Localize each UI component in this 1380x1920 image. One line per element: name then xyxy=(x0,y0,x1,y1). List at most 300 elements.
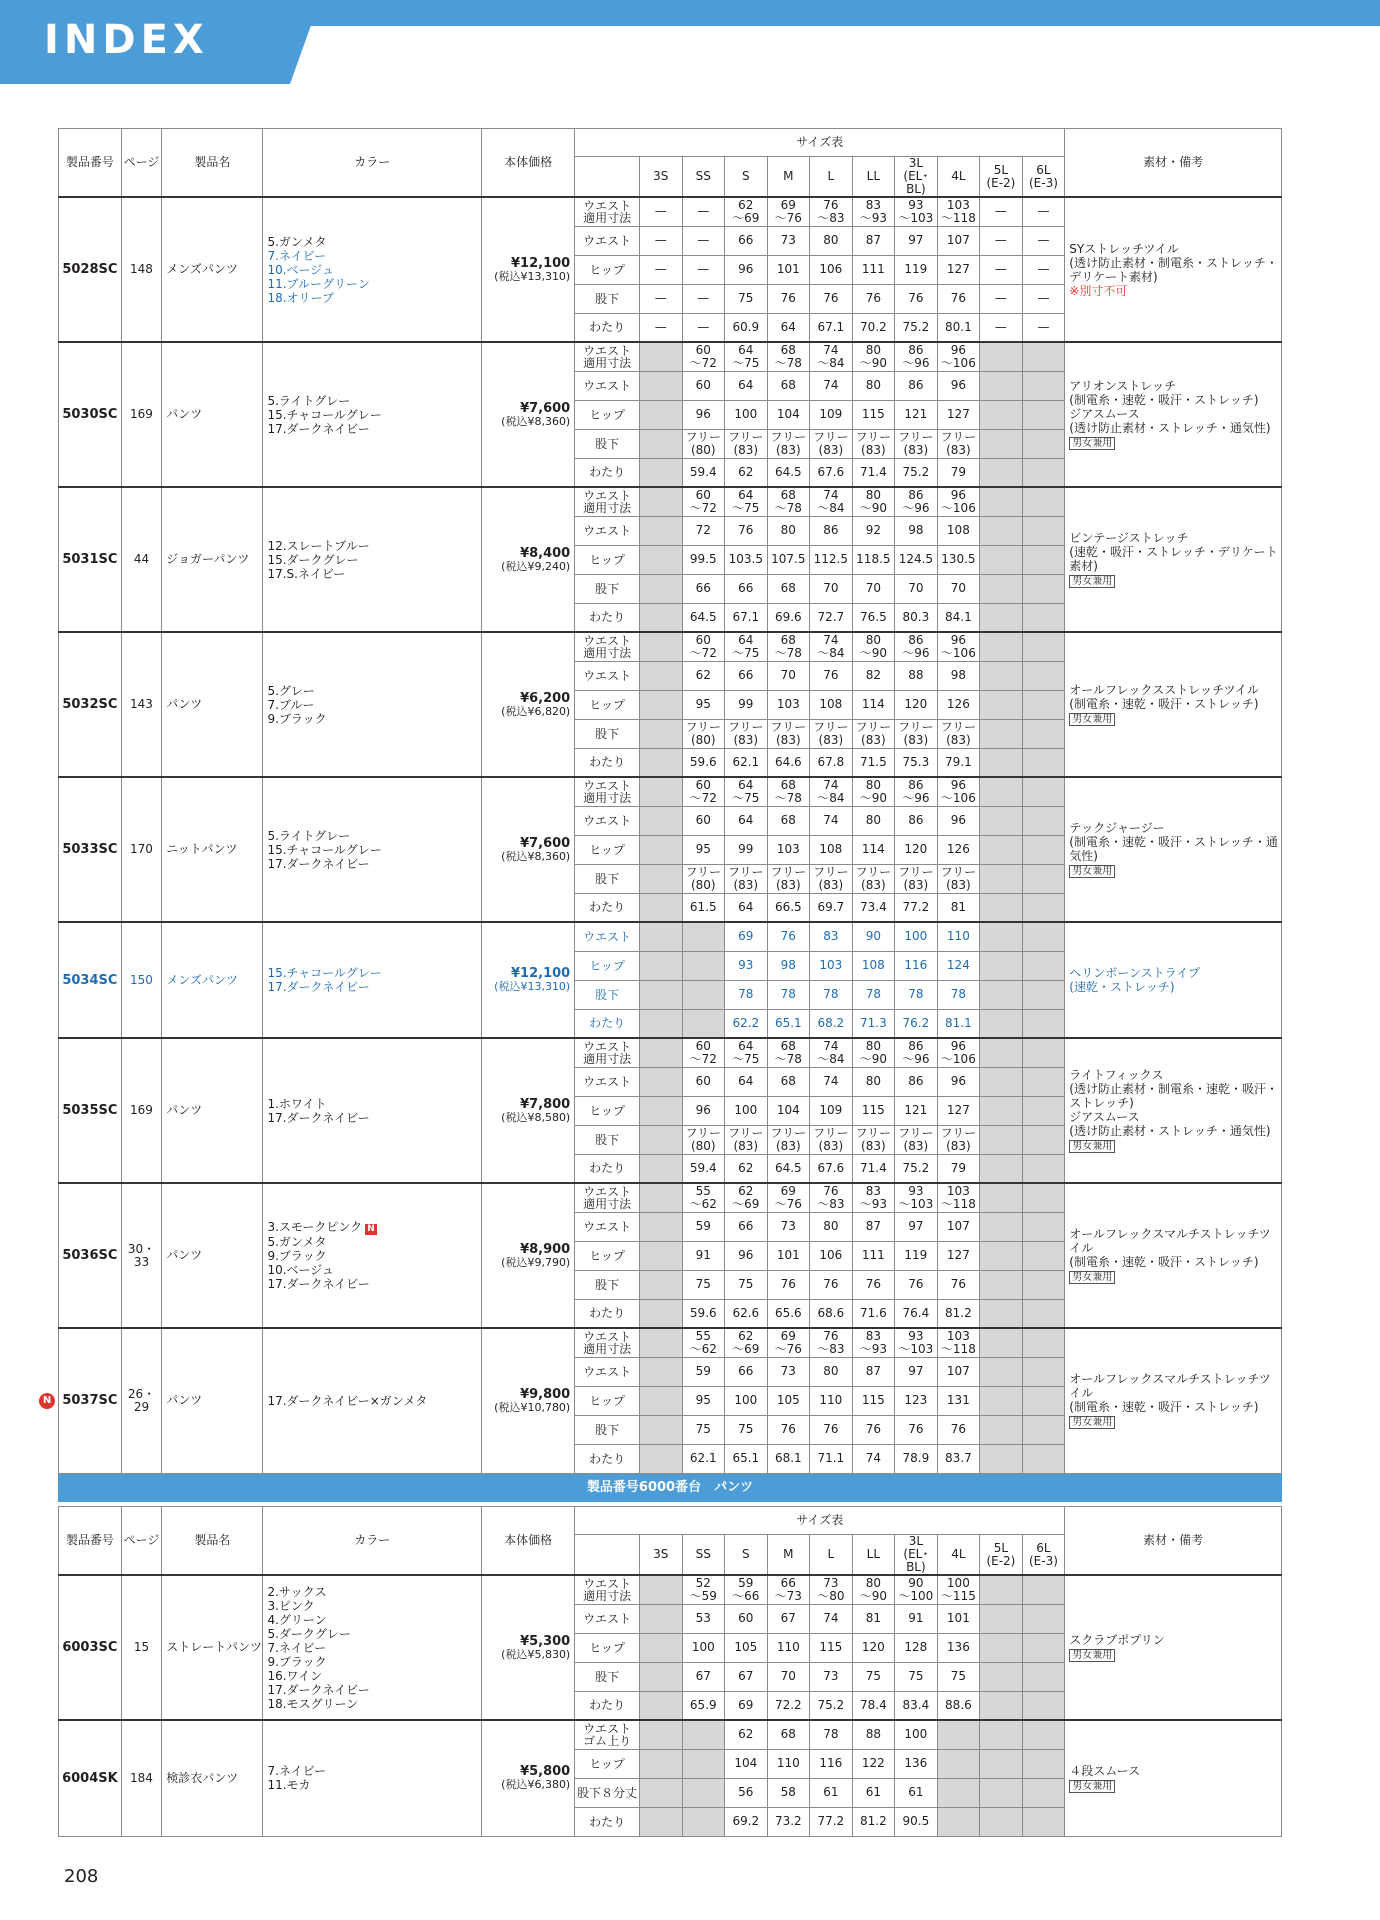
size-cell: 80 xyxy=(810,1357,853,1386)
size-row-label: ウエスト xyxy=(575,516,640,545)
size-cell: 64.5 xyxy=(767,1154,810,1183)
size-cell xyxy=(980,400,1023,429)
size-cell: — xyxy=(1022,284,1065,313)
col-color: カラー xyxy=(263,1507,482,1576)
size-row-label: ウエスト ゴム上り xyxy=(575,1720,640,1749)
size-cell: 77.2 xyxy=(810,1807,853,1836)
size-cell: 76 xyxy=(810,1415,853,1444)
price-tax: (税込¥8,580) xyxy=(501,1110,571,1124)
size-row-label: 股下 xyxy=(575,284,640,313)
size-cell: 80 〜90 xyxy=(852,342,895,371)
size-cell: 60.9 xyxy=(725,313,768,342)
size-cell xyxy=(640,719,683,748)
size-cell: 75.2 xyxy=(895,458,938,487)
size-cell: 75.2 xyxy=(895,313,938,342)
size-cell: 96 xyxy=(937,1067,980,1096)
size-cell: 99.5 xyxy=(682,545,725,574)
size-cell: 55 〜62 xyxy=(682,1183,725,1212)
size-cell: 83 〜93 xyxy=(852,197,895,226)
size-row-label: わたり xyxy=(575,1691,640,1720)
size-cell: 93 〜103 xyxy=(895,197,938,226)
price-tax: (税込¥6,380) xyxy=(501,1778,571,1792)
size-cell: — xyxy=(640,197,683,226)
product-name: パンツ xyxy=(162,632,263,777)
size-cell: 131 xyxy=(937,1386,980,1415)
size-cell: 108 xyxy=(852,951,895,980)
size-cell: 75 xyxy=(937,1662,980,1691)
size-cell xyxy=(640,1807,683,1836)
size-cell: 66 〜73 xyxy=(767,1575,810,1604)
size-cell xyxy=(1022,1038,1065,1067)
table-row xyxy=(59,1575,1282,1604)
size-cell: 68 xyxy=(767,1720,810,1749)
product-price xyxy=(482,1038,575,1183)
size-cell: 59.6 xyxy=(682,1299,725,1328)
size-cell xyxy=(1022,458,1065,487)
size-cell: 116 xyxy=(810,1749,853,1778)
size-cell: 87 xyxy=(852,226,895,255)
size-cell: 68 〜78 xyxy=(767,342,810,371)
size-cell: 79.1 xyxy=(937,748,980,777)
size-row-label: ウエスト 適用寸法 xyxy=(575,632,640,661)
product-number-text: 5035SC xyxy=(62,1103,118,1118)
product-name: ニットパンツ xyxy=(162,777,263,922)
size-cell: 64.5 xyxy=(767,458,810,487)
size-cell: 71.6 xyxy=(852,1299,895,1328)
size-cell: フリー (83) xyxy=(937,719,980,748)
size-cell: 72.7 xyxy=(810,603,853,632)
size-cell: 80 xyxy=(852,1067,895,1096)
size-cell: 76 xyxy=(852,284,895,313)
size-cell: フリー (83) xyxy=(810,864,853,893)
size-cell: 110 xyxy=(767,1633,810,1662)
index-header xyxy=(0,0,1380,84)
product-material xyxy=(1065,922,1282,1038)
unisex-badge: 男女兼用 xyxy=(1069,437,1115,450)
table-row xyxy=(59,1328,1282,1357)
size-cell xyxy=(640,1386,683,1415)
size-cell xyxy=(1022,951,1065,980)
size-cell xyxy=(980,922,1023,951)
size-col-header: L xyxy=(810,1535,853,1576)
size-cell xyxy=(1022,1212,1065,1241)
size-cell: 120 xyxy=(895,835,938,864)
size-cell xyxy=(980,1604,1023,1633)
price-tax: (税込¥10,780) xyxy=(494,1400,571,1414)
size-cell: 86 〜96 xyxy=(895,1038,938,1067)
material-text: ビンテージストレッチ (速乾・吸汗・ストレッチ・デリケート素材) xyxy=(1069,531,1278,573)
unisex-badge: 男女兼用 xyxy=(1069,1780,1115,1793)
size-cell: 76.4 xyxy=(895,1299,938,1328)
color-item: 9.ブラック xyxy=(267,711,327,726)
size-cell: フリー (80) xyxy=(682,429,725,458)
size-cell xyxy=(1022,1386,1065,1415)
size-cell xyxy=(980,603,1023,632)
size-row-label: わたり xyxy=(575,748,640,777)
size-cell xyxy=(1022,1662,1065,1691)
color-item: 15.ダークグレー xyxy=(267,552,359,567)
size-cell: フリー (83) xyxy=(725,429,768,458)
size-cell xyxy=(1022,893,1065,922)
price-value: ¥9,800 xyxy=(520,1386,571,1402)
size-cell xyxy=(640,1125,683,1154)
unisex-badge: 男女兼用 xyxy=(1069,575,1115,588)
size-cell: 68 〜78 xyxy=(767,632,810,661)
price-tax: (税込¥9,790) xyxy=(501,1255,571,1269)
col-material: 素材・備考 xyxy=(1065,129,1282,198)
size-cell xyxy=(1022,574,1065,603)
size-cell xyxy=(980,980,1023,1009)
size-cell xyxy=(980,748,1023,777)
size-cell xyxy=(640,400,683,429)
size-col-header: LL xyxy=(852,157,895,198)
size-cell: 88 xyxy=(895,661,938,690)
size-row-label: ウエスト xyxy=(575,1212,640,1241)
size-cell: フリー (83) xyxy=(895,429,938,458)
size-row-label: ウエスト 適用寸法 xyxy=(575,777,640,806)
size-cell: 67.1 xyxy=(725,603,768,632)
size-row-label: ヒップ xyxy=(575,835,640,864)
size-cell xyxy=(980,1749,1023,1778)
size-cell: 67 xyxy=(767,1604,810,1633)
product-number-text: 6004SK xyxy=(62,1770,118,1786)
size-cell xyxy=(640,1749,683,1778)
size-cell: 103 xyxy=(810,951,853,980)
size-cell: 65.1 xyxy=(767,1009,810,1038)
size-cell xyxy=(640,1009,683,1038)
size-cell: 73.4 xyxy=(852,893,895,922)
size-row-label: わたり xyxy=(575,1009,640,1038)
product-material xyxy=(1065,197,1282,342)
size-cell: フリー (83) xyxy=(725,1125,768,1154)
size-col-header: 3L (EL･BL) xyxy=(895,1535,938,1576)
size-cell: 66 xyxy=(725,661,768,690)
size-cell: 79 xyxy=(937,1154,980,1183)
size-cell: 66 xyxy=(725,574,768,603)
size-cell: 100 xyxy=(895,922,938,951)
size-row-label: ヒップ xyxy=(575,1633,640,1662)
size-cell xyxy=(1022,1415,1065,1444)
size-cell: 65.1 xyxy=(725,1444,768,1473)
size-cell: 60 〜72 xyxy=(682,1038,725,1067)
size-cell xyxy=(640,1575,683,1604)
size-cell: 99 xyxy=(725,835,768,864)
size-cell: 78 xyxy=(810,1720,853,1749)
size-cell xyxy=(980,429,1023,458)
size-cell: 88 xyxy=(852,1720,895,1749)
unisex-badge: 男女兼用 xyxy=(1069,1649,1115,1662)
size-cell xyxy=(980,1125,1023,1154)
size-col-header: 6L (E-3) xyxy=(1022,1535,1065,1576)
product-number xyxy=(59,632,122,777)
size-cell: 76 xyxy=(852,1415,895,1444)
size-cell: 101 xyxy=(767,255,810,284)
size-cell: — xyxy=(640,226,683,255)
size-cell: 100 xyxy=(895,1720,938,1749)
unisex-badge: 男女兼用 xyxy=(1069,1416,1115,1429)
material-text: スクラブポプリン xyxy=(1069,1633,1165,1647)
size-cell: 124.5 xyxy=(895,545,938,574)
size-row-label: ウエスト 適用寸法 xyxy=(575,487,640,516)
size-cell: 111 xyxy=(852,1241,895,1270)
size-row-label: わたり xyxy=(575,1154,640,1183)
table-row xyxy=(59,922,1282,951)
price-value: ¥8,400 xyxy=(520,545,571,561)
size-cell: 109 xyxy=(810,400,853,429)
col-material: 素材・備考 xyxy=(1065,1507,1282,1576)
size-cell xyxy=(1022,1125,1065,1154)
size-cell: 78 xyxy=(895,980,938,1009)
size-cell: 60 xyxy=(725,1604,768,1633)
size-cell: 76 xyxy=(810,661,853,690)
size-cell: 104 xyxy=(767,1096,810,1125)
size-cell xyxy=(640,429,683,458)
col-page: ページ xyxy=(121,129,161,198)
size-cell xyxy=(980,574,1023,603)
price-value: ¥5,300 xyxy=(520,1633,571,1649)
size-cell: 96 〜106 xyxy=(937,342,980,371)
size-cell: 100 xyxy=(725,400,768,429)
size-col-header: LL xyxy=(852,1535,895,1576)
product-name: パンツ xyxy=(162,1038,263,1183)
size-cell: 120 xyxy=(852,1633,895,1662)
size-row-label: ヒップ xyxy=(575,951,640,980)
size-cell: 69 xyxy=(725,1691,768,1720)
size-cell xyxy=(1022,1633,1065,1662)
product-number xyxy=(59,777,122,922)
size-cell: 75 xyxy=(725,284,768,313)
size-cell xyxy=(640,1038,683,1067)
size-cell xyxy=(980,545,1023,574)
size-cell: 110 xyxy=(810,1386,853,1415)
size-cell: 83 xyxy=(810,922,853,951)
size-cell: 74 〜84 xyxy=(810,777,853,806)
product-number xyxy=(59,1720,122,1836)
size-cell: 76 xyxy=(767,922,810,951)
size-cell: 64 〜75 xyxy=(725,777,768,806)
size-cell xyxy=(1022,1009,1065,1038)
size-col-header: M xyxy=(767,157,810,198)
size-cell: 93 xyxy=(725,951,768,980)
size-cell: 96 xyxy=(937,371,980,400)
product-colors xyxy=(263,1720,482,1836)
product-colors xyxy=(263,1328,482,1473)
size-cell: 77.2 xyxy=(895,893,938,922)
size-cell xyxy=(1022,632,1065,661)
size-row-label: 股下 xyxy=(575,1125,640,1154)
table-row xyxy=(59,1720,1282,1749)
size-cell xyxy=(1022,1575,1065,1604)
size-cell: 107 xyxy=(937,226,980,255)
size-cell xyxy=(640,1183,683,1212)
size-cell xyxy=(1022,1183,1065,1212)
size-cell: 93 〜103 xyxy=(895,1183,938,1212)
size-cell: 62.2 xyxy=(725,1009,768,1038)
size-cell: 86 xyxy=(895,1067,938,1096)
size-cell: 75.2 xyxy=(810,1691,853,1720)
size-cell xyxy=(1022,1154,1065,1183)
size-cell xyxy=(1022,400,1065,429)
size-cell: 67.1 xyxy=(810,313,853,342)
size-cell xyxy=(640,1241,683,1270)
size-table-5000 xyxy=(42,128,1282,1502)
size-cell: フリー (83) xyxy=(852,429,895,458)
price-value: ¥8,900 xyxy=(520,1241,571,1257)
product-colors xyxy=(263,632,482,777)
size-cell: 108 xyxy=(937,516,980,545)
size-cell: 55 〜62 xyxy=(682,1328,725,1357)
size-row-label: ヒップ xyxy=(575,545,640,574)
size-cell xyxy=(640,893,683,922)
size-cell xyxy=(640,1154,683,1183)
size-cell: 105 xyxy=(767,1386,810,1415)
size-cell xyxy=(1022,777,1065,806)
price-value: ¥12,100 xyxy=(511,966,571,981)
size-cell xyxy=(682,1749,725,1778)
size-cell: 53 xyxy=(682,1604,725,1633)
size-cell: 105 xyxy=(725,1633,768,1662)
size-cell: 72 xyxy=(682,516,725,545)
size-row-label: わたり xyxy=(575,1299,640,1328)
size-cell xyxy=(1022,748,1065,777)
size-cell xyxy=(640,1691,683,1720)
size-cell: 71.3 xyxy=(852,1009,895,1038)
size-cell xyxy=(980,661,1023,690)
size-cell xyxy=(980,1212,1023,1241)
size-row-label: ウエスト 適用寸法 xyxy=(575,342,640,371)
size-cell: 74 xyxy=(810,1604,853,1633)
size-cell xyxy=(980,342,1023,371)
size-cell xyxy=(937,1778,980,1807)
size-cell: 71.5 xyxy=(852,748,895,777)
size-cell: 62.1 xyxy=(725,748,768,777)
size-cell: 80 xyxy=(810,226,853,255)
size-cell xyxy=(640,835,683,864)
size-col-header: L xyxy=(810,157,853,198)
size-cell: 100 xyxy=(725,1386,768,1415)
product-colors xyxy=(263,342,482,487)
size-cell: フリー (83) xyxy=(852,719,895,748)
size-cell xyxy=(980,371,1023,400)
unisex-badge: 男女兼用 xyxy=(1069,713,1115,726)
size-cell xyxy=(980,835,1023,864)
size-col-header: M xyxy=(767,1535,810,1576)
size-cell: 119 xyxy=(895,255,938,284)
table-row xyxy=(59,197,1282,226)
product-price xyxy=(482,632,575,777)
product-material xyxy=(1065,632,1282,777)
size-cell: 64 xyxy=(767,313,810,342)
size-cell: 68.6 xyxy=(810,1299,853,1328)
size-cell: 118.5 xyxy=(852,545,895,574)
size-cell xyxy=(640,1096,683,1125)
size-cell xyxy=(980,458,1023,487)
size-row-label: ウエスト 適用寸法 xyxy=(575,1183,640,1212)
size-cell: 93 〜103 xyxy=(895,1328,938,1357)
color-item: 17.ダークネイビー xyxy=(267,421,370,436)
size-cell xyxy=(1022,1720,1065,1749)
size-row-label: 股下 xyxy=(575,1662,640,1691)
size-cell: 78.9 xyxy=(895,1444,938,1473)
size-cell: 73.2 xyxy=(767,1807,810,1836)
size-cell xyxy=(682,922,725,951)
size-cell: 74 〜84 xyxy=(810,1038,853,1067)
size-cell xyxy=(1022,1604,1065,1633)
product-page: 30・ 33 xyxy=(121,1183,161,1328)
size-cell xyxy=(980,1807,1023,1836)
size-cell: 67.6 xyxy=(810,458,853,487)
price-tax: (税込¥13,310) xyxy=(494,980,571,993)
size-row-label: 股下 xyxy=(575,719,640,748)
size-cell xyxy=(640,777,683,806)
size-cell xyxy=(980,951,1023,980)
size-cell: フリー (83) xyxy=(767,719,810,748)
product-number-text: 5037SC xyxy=(62,1393,118,1409)
size-cell: フリー (80) xyxy=(682,719,725,748)
size-cell: 64 〜75 xyxy=(725,342,768,371)
new-product-icon: N xyxy=(39,1393,55,1409)
price-tax: (税込¥5,830) xyxy=(501,1647,571,1661)
size-row-label: ヒップ xyxy=(575,255,640,284)
size-cell: 115 xyxy=(810,1633,853,1662)
size-cell: 108 xyxy=(810,835,853,864)
material-text: ４段スムース xyxy=(1069,1763,1141,1778)
product-material xyxy=(1065,1575,1282,1720)
size-cell xyxy=(640,1444,683,1473)
size-cell: 86 〜96 xyxy=(895,632,938,661)
size-cell: 81 xyxy=(937,893,980,922)
size-cell: フリー (83) xyxy=(767,864,810,893)
product-colors xyxy=(263,487,482,632)
size-table-6000 xyxy=(58,1506,1282,1837)
size-cell xyxy=(1022,516,1065,545)
size-cell xyxy=(640,487,683,516)
size-cell: 64.5 xyxy=(682,603,725,632)
size-cell: 68 〜78 xyxy=(767,487,810,516)
size-cell xyxy=(1022,719,1065,748)
size-cell xyxy=(640,864,683,893)
size-cell xyxy=(980,1633,1023,1662)
size-cell xyxy=(682,980,725,1009)
size-cell: 60 〜72 xyxy=(682,777,725,806)
size-cell: 103.5 xyxy=(725,545,768,574)
product-price xyxy=(482,777,575,922)
size-cell: 76 xyxy=(937,1415,980,1444)
product-page: 169 xyxy=(121,342,161,487)
size-cell: 75.3 xyxy=(895,748,938,777)
size-cell: 64.6 xyxy=(767,748,810,777)
product-colors xyxy=(263,1575,482,1720)
material-text: ライトフィックス (透け防止素材・制電糸・速乾・吸汗・ ストレッチ) ジアスムース (透け防止素材・ストレッチ・通気性) xyxy=(1069,1068,1278,1138)
size-cell xyxy=(980,487,1023,516)
size-row-label: ヒップ xyxy=(575,1241,640,1270)
size-cell: 82 xyxy=(852,661,895,690)
size-cell xyxy=(980,1662,1023,1691)
size-cell: 70.2 xyxy=(852,313,895,342)
size-cell xyxy=(980,632,1023,661)
col-product-no: 製品番号 xyxy=(59,1507,122,1576)
col-page: ページ xyxy=(121,1507,161,1576)
product-price xyxy=(482,342,575,487)
size-cell: 87 xyxy=(852,1357,895,1386)
size-cell: — xyxy=(682,255,725,284)
size-cell: 119 xyxy=(895,1241,938,1270)
col-size-table: サイズ表 xyxy=(575,1507,1065,1535)
size-cell: 95 xyxy=(682,1386,725,1415)
size-cell: 62 xyxy=(682,661,725,690)
size-cell: 60 xyxy=(682,806,725,835)
size-cell: 75 xyxy=(725,1415,768,1444)
